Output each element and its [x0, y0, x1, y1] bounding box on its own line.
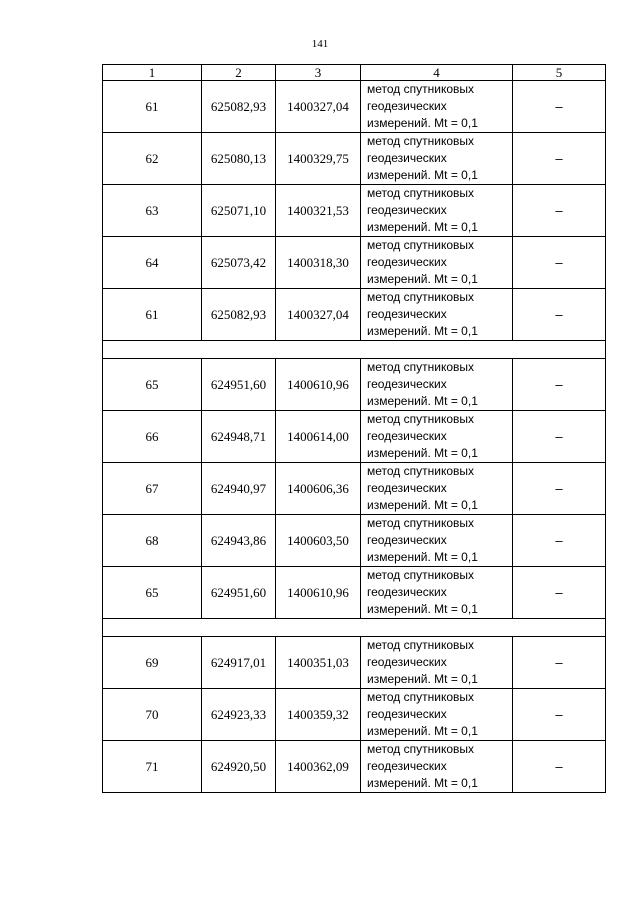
x-coordinate-cell: 624943,86: [202, 515, 276, 567]
method-line: геодезических: [367, 655, 447, 669]
method-cell: [361, 185, 513, 237]
x-coordinate-cell: 625071,10: [202, 185, 276, 237]
method-line: метод спутниковых: [367, 186, 475, 200]
x-coordinate-cell: 624951,60: [202, 359, 276, 411]
method-line: измерений. Mt = 0,1: [367, 724, 478, 738]
table-row: [103, 289, 606, 341]
method-line: геодезических: [367, 429, 447, 443]
table-row: [103, 411, 606, 463]
point-number-cell: 63: [103, 185, 202, 237]
x-coordinate-cell: 625080,13: [202, 133, 276, 185]
y-coordinate-cell: 1400327,04: [276, 81, 361, 133]
method-line: метод спутниковых: [367, 516, 475, 530]
method-line: геодезических: [367, 377, 447, 391]
y-coordinate-cell: 1400610,96: [276, 567, 361, 619]
point-number-cell: 62: [103, 133, 202, 185]
method-line: геодезических: [367, 533, 447, 547]
x-coordinate-cell: 625082,93: [202, 289, 276, 341]
x-coordinate-cell: 624923,33: [202, 689, 276, 741]
method-cell: [361, 237, 513, 289]
method-line: измерений. Mt = 0,1: [367, 602, 478, 616]
method-line: метод спутниковых: [367, 82, 475, 96]
note-cell: –: [513, 411, 606, 463]
table-row: [103, 689, 606, 741]
point-number-cell: 68: [103, 515, 202, 567]
method-cell: [361, 289, 513, 341]
table-row: [103, 81, 606, 133]
y-coordinate-cell: 1400362,09: [276, 741, 361, 793]
point-number-cell: 69: [103, 637, 202, 689]
x-coordinate-cell: 625082,93: [202, 81, 276, 133]
group-separator-cell: [103, 341, 606, 359]
y-coordinate-cell: 1400327,04: [276, 289, 361, 341]
table-header-row: [103, 65, 606, 81]
method-line: геодезических: [367, 203, 447, 217]
method-line: геодезических: [367, 759, 447, 773]
method-line: метод спутниковых: [367, 412, 475, 426]
method-line: измерений. Mt = 0,1: [367, 446, 478, 460]
x-coordinate-cell: 624920,50: [202, 741, 276, 793]
method-cell: [361, 411, 513, 463]
x-coordinate-cell: 624917,01: [202, 637, 276, 689]
table-row: [103, 515, 606, 567]
x-coordinate-cell: 625073,42: [202, 237, 276, 289]
x-coordinate-cell: 624948,71: [202, 411, 276, 463]
y-coordinate-cell: 1400351,03: [276, 637, 361, 689]
y-coordinate-cell: 1400359,32: [276, 689, 361, 741]
method-cell: [361, 567, 513, 619]
method-line: метод спутниковых: [367, 360, 475, 374]
y-coordinate-cell: 1400321,53: [276, 185, 361, 237]
column-header: 1: [103, 65, 202, 81]
method-cell: [361, 689, 513, 741]
note-cell: –: [513, 133, 606, 185]
x-coordinate-cell: 624951,60: [202, 567, 276, 619]
method-cell: [361, 81, 513, 133]
method-line: геодезических: [367, 255, 447, 269]
group-separator-row: [103, 619, 606, 637]
method-line: метод спутниковых: [367, 568, 475, 582]
method-cell: [361, 637, 513, 689]
method-line: измерений. Mt = 0,1: [367, 672, 478, 686]
method-cell: [361, 515, 513, 567]
page-number: 141: [311, 38, 329, 50]
note-cell: –: [513, 289, 606, 341]
method-line: измерений. Mt = 0,1: [367, 272, 478, 286]
group-separator-row: [103, 341, 606, 359]
table-row: [103, 133, 606, 185]
method-line: метод спутниковых: [367, 290, 475, 304]
table-row: [103, 359, 606, 411]
point-number-cell: 61: [103, 289, 202, 341]
method-line: геодезических: [367, 151, 447, 165]
point-number-cell: 64: [103, 237, 202, 289]
method-cell: [361, 133, 513, 185]
method-cell: [361, 359, 513, 411]
y-coordinate-cell: 1400329,75: [276, 133, 361, 185]
point-number-cell: 65: [103, 359, 202, 411]
column-header: 2: [202, 65, 276, 81]
method-line: геодезических: [367, 481, 447, 495]
column-header: 3: [276, 65, 361, 81]
method-cell: [361, 463, 513, 515]
coordinates-table-body: [103, 65, 606, 793]
note-cell: –: [513, 237, 606, 289]
y-coordinate-cell: 1400603,50: [276, 515, 361, 567]
method-line: геодезических: [367, 99, 447, 113]
method-line: геодезических: [367, 585, 447, 599]
note-cell: –: [513, 463, 606, 515]
method-line: геодезических: [367, 307, 447, 321]
table-row: [103, 741, 606, 793]
method-line: измерений. Mt = 0,1: [367, 220, 478, 234]
point-number-cell: 66: [103, 411, 202, 463]
table-row: [103, 463, 606, 515]
point-number-cell: 61: [103, 81, 202, 133]
method-line: метод спутниковых: [367, 238, 475, 252]
method-line: измерений. Mt = 0,1: [367, 168, 478, 182]
point-number-cell: 71: [103, 741, 202, 793]
method-line: измерений. Mt = 0,1: [367, 776, 478, 790]
method-line: метод спутниковых: [367, 690, 475, 704]
table-row: [103, 637, 606, 689]
note-cell: –: [513, 515, 606, 567]
table-row: [103, 237, 606, 289]
column-header: 5: [513, 65, 606, 81]
column-header: 4: [361, 65, 513, 81]
note-cell: –: [513, 81, 606, 133]
note-cell: –: [513, 741, 606, 793]
point-number-cell: 67: [103, 463, 202, 515]
method-line: метод спутниковых: [367, 464, 475, 478]
table-row: [103, 185, 606, 237]
method-line: измерений. Mt = 0,1: [367, 550, 478, 564]
note-cell: –: [513, 567, 606, 619]
y-coordinate-cell: 1400614,00: [276, 411, 361, 463]
method-line: метод спутниковых: [367, 638, 475, 652]
note-cell: –: [513, 637, 606, 689]
method-line: метод спутниковых: [367, 742, 475, 756]
x-coordinate-cell: 624940,97: [202, 463, 276, 515]
note-cell: –: [513, 689, 606, 741]
note-cell: –: [513, 185, 606, 237]
method-line: измерений. Mt = 0,1: [367, 324, 478, 338]
method-line: измерений. Mt = 0,1: [367, 394, 478, 408]
note-cell: –: [513, 359, 606, 411]
table-row: [103, 567, 606, 619]
method-line: метод спутниковых: [367, 134, 475, 148]
coordinates-table: [102, 64, 606, 793]
y-coordinate-cell: 1400606,36: [276, 463, 361, 515]
y-coordinate-cell: 1400610,96: [276, 359, 361, 411]
method-line: геодезических: [367, 707, 447, 721]
group-separator-cell: [103, 619, 606, 637]
method-line: измерений. Mt = 0,1: [367, 498, 478, 512]
point-number-cell: 65: [103, 567, 202, 619]
point-number-cell: 70: [103, 689, 202, 741]
method-cell: [361, 741, 513, 793]
method-line: измерений. Mt = 0,1: [367, 116, 478, 130]
y-coordinate-cell: 1400318,30: [276, 237, 361, 289]
